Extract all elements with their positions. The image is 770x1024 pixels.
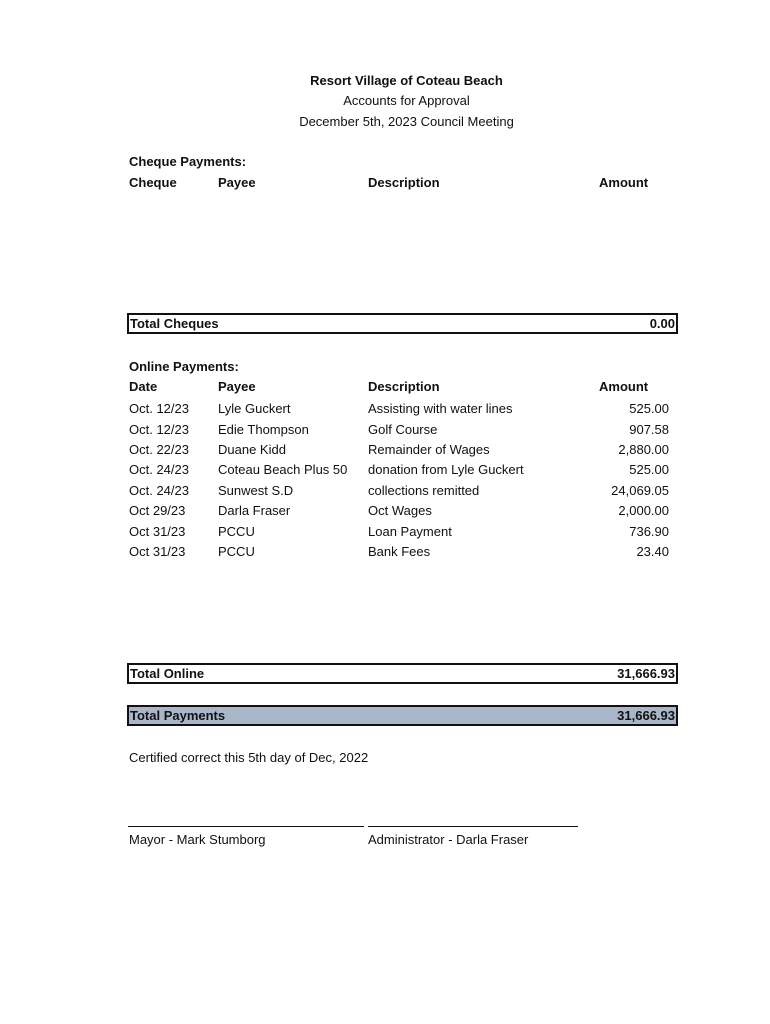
row-amount: 736.90 [629, 524, 669, 539]
total-cheques-value: 0.00 [649, 316, 675, 331]
certification-text: Certified correct this 5th day of Dec, 2022 [129, 750, 369, 765]
row-description: Assisting with water lines [368, 401, 513, 416]
meeting-date: December 5th, 2023 Council Meeting [299, 114, 514, 129]
row-date: Oct. 22/23 [129, 442, 189, 457]
row-amount: 24,069.05 [611, 483, 669, 498]
total-online-value: 31,666.93 [617, 666, 675, 681]
total-payments-value: 31,666.93 [617, 708, 675, 723]
cheque-col-cheque: Cheque [129, 175, 177, 190]
cheque-col-payee: Payee [218, 175, 256, 190]
row-payee: Coteau Beach Plus 50 [218, 462, 348, 477]
row-description: Loan Payment [368, 524, 452, 539]
mayor-signature-label: Mayor - Mark Stumborg [129, 832, 266, 847]
row-date: Oct. 24/23 [129, 462, 189, 477]
total-cheques-row [127, 313, 678, 334]
cheque-col-description: Description [368, 175, 440, 190]
row-date: Oct. 12/23 [129, 422, 189, 437]
row-description: Golf Course [368, 422, 438, 437]
administrator-signature-line [368, 826, 578, 827]
document-subtitle: Accounts for Approval [343, 93, 470, 108]
row-date: Oct 31/23 [129, 524, 186, 539]
cheque-section-title: Cheque Payments: [129, 154, 247, 169]
row-amount: 525.00 [629, 462, 669, 477]
total-payments-label: Total Payments [130, 708, 226, 723]
row-payee: PCCU [218, 544, 255, 559]
row-payee: Sunwest S.D [218, 483, 294, 498]
row-date: Oct 31/23 [129, 544, 186, 559]
row-payee: Lyle Guckert [218, 401, 291, 416]
mayor-signature-line [128, 826, 364, 827]
org-title: Resort Village of Coteau Beach [310, 73, 503, 88]
total-online-row [127, 663, 678, 684]
row-description: Oct Wages [368, 503, 432, 518]
row-description: Bank Fees [368, 544, 431, 559]
row-amount: 525.00 [629, 401, 669, 416]
online-section-title: Online Payments: [129, 359, 239, 374]
row-payee: Darla Fraser [218, 503, 291, 518]
total-payments-row [127, 705, 678, 726]
row-amount: 23.40 [636, 544, 669, 559]
row-date: Oct. 12/23 [129, 401, 189, 416]
total-online-label: Total Online [130, 666, 205, 681]
cheque-col-amount: Amount [599, 175, 649, 190]
row-date: Oct 29/23 [129, 503, 186, 518]
row-date: Oct. 24/23 [129, 483, 189, 498]
administrator-signature-label: Administrator - Darla Fraser [368, 832, 529, 847]
online-col-description: Description [368, 379, 440, 394]
row-amount: 907.58 [629, 422, 669, 437]
online-col-date: Date [129, 379, 158, 394]
row-amount: 2,880.00 [618, 442, 669, 457]
row-amount: 2,000.00 [618, 503, 669, 518]
row-payee: Edie Thompson [218, 422, 309, 437]
row-description: collections remitted [368, 483, 480, 498]
row-payee: Duane Kidd [218, 442, 286, 457]
row-description: Remainder of Wages [368, 442, 490, 457]
row-payee: PCCU [218, 524, 255, 539]
total-cheques-label: Total Cheques [130, 316, 219, 331]
row-description: donation from Lyle Guckert [368, 462, 524, 477]
online-col-payee: Payee [218, 379, 256, 394]
online-col-amount: Amount [599, 379, 649, 394]
